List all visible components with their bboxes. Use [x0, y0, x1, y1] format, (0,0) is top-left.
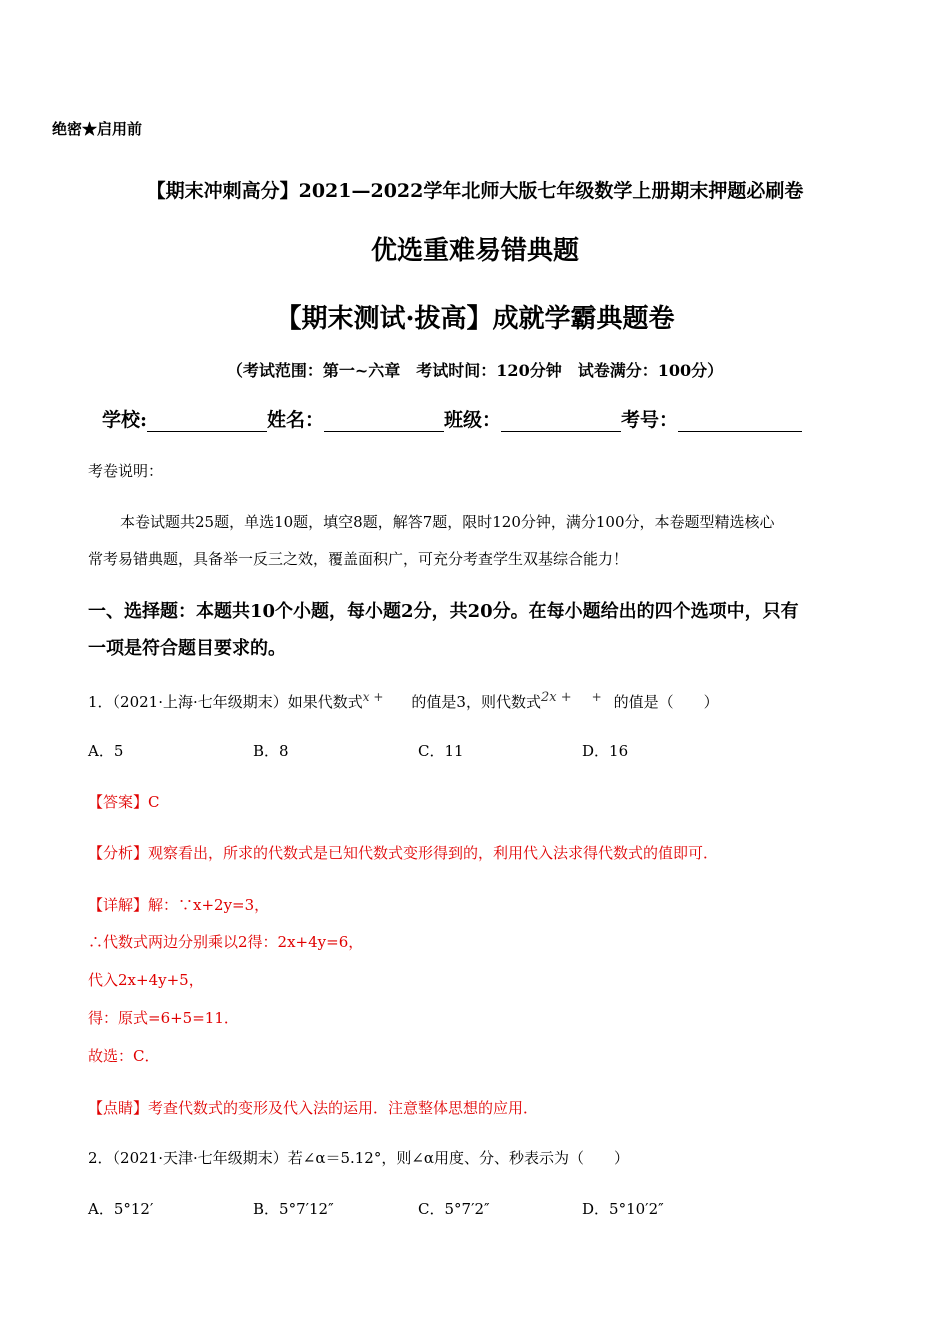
q1-detail-line-5: 故选：C．: [88, 1047, 160, 1065]
analysis-text: 观察看出，所求的代数式是已知代数式变形得到的，利用代入法求得代数式的值即可．: [148, 844, 719, 862]
q1-stem: 1．（2021·上海·七年级期末）如果代数式$^{x +}$ 的值是3，则代数式2x + + 的值是（ ）: [88, 690, 719, 711]
q1-answer: [88, 791, 160, 812]
detail-tag: 【详解】: [88, 896, 149, 914]
q1-detail-line-1: 【详解】解：∵x+2y=3，: [88, 896, 270, 914]
q1-option-d[interactable]: D．16: [582, 742, 629, 760]
exam-info: （考试范围：第一~六章 考试时间：120分钟 试卷满分：100分）: [226, 361, 724, 380]
instructions-line-2: 常考易错典题，具备举一反三之效，覆盖面积广，可充分考查学生双基综合能力！: [88, 550, 629, 568]
section-heading-line-1: 一、选择题：本题共10个小题，每小题2分，共20分。在每小题给出的四个选项中，只有: [88, 601, 799, 622]
q2-stem: 2．（2021·天津·七年级期末）若∠α＝5.12°，则∠α用度、分、秒表示为（ ）: [88, 1149, 630, 1167]
series-title: 【期末冲刺高分】2021—2022学年北师大版七年级数学上册期末押题必刷卷: [146, 180, 804, 202]
answer-value: C: [148, 793, 160, 811]
q2-option-b[interactable]: B．5°7′12″: [253, 1200, 334, 1218]
student-info-row: [102, 405, 802, 432]
q2-option-c[interactable]: C．5°7′2″: [418, 1200, 490, 1218]
q2-options: [88, 1198, 848, 1220]
q1-detail-line-3: 代入2x+4y+5，: [88, 971, 204, 989]
name-blank[interactable]: [324, 411, 444, 432]
analysis-tag: 【分析】: [88, 844, 149, 862]
q1-options: [88, 740, 848, 762]
exam-no-blank[interactable]: [678, 411, 802, 432]
school-blank[interactable]: [147, 411, 267, 432]
instructions-label: 考卷说明：: [88, 462, 164, 480]
school-label: 学校:: [102, 409, 148, 431]
comment-tag: 【点睛】: [88, 1099, 149, 1117]
q2-option-a[interactable]: A．5°12′: [88, 1200, 154, 1218]
subtitle: 优选重难易错典题: [370, 236, 579, 266]
q1-option-c[interactable]: C．11: [418, 742, 464, 760]
exam-no-label: 考号：: [621, 409, 679, 431]
q1-formula-1: x +: [362, 690, 384, 704]
q1-option-b[interactable]: B．8: [253, 742, 289, 760]
q1-option-a[interactable]: A．5: [88, 742, 124, 760]
class-label: 班级：: [444, 409, 502, 431]
instructions-line-1: 本卷试题共25题，单选10题，填空8题，解答7题，限时120分钟，满分100分，本卷题型精选核心: [120, 513, 775, 531]
q1-analysis: [88, 842, 718, 863]
answer-tag: 【答案】: [88, 793, 149, 811]
section-heading-line-2: 一项是符合题目要求的。: [88, 638, 286, 659]
q2-option-d[interactable]: D．5°10′2″: [582, 1200, 664, 1218]
comment-text: 考查代数式的变形及代入法的运用．注意整体思想的应用．: [148, 1099, 539, 1117]
q1-comment: [88, 1097, 538, 1118]
name-label: 姓名：: [267, 409, 325, 431]
q1-detail-line-4: 得：原式=6+5=11．: [88, 1009, 239, 1027]
q1-formula-2-tail: +: [591, 690, 602, 704]
q1-formula-2: 2x +: [540, 690, 572, 705]
class-blank[interactable]: [501, 411, 621, 432]
page-title: 【期末测试·拔高】成就学霸典题卷: [275, 304, 675, 334]
secret-label: 绝密★启用前: [52, 120, 143, 138]
q1-detail-line-2: ∴代数式两边分别乘以2得：2x+4y=6，: [88, 933, 364, 951]
